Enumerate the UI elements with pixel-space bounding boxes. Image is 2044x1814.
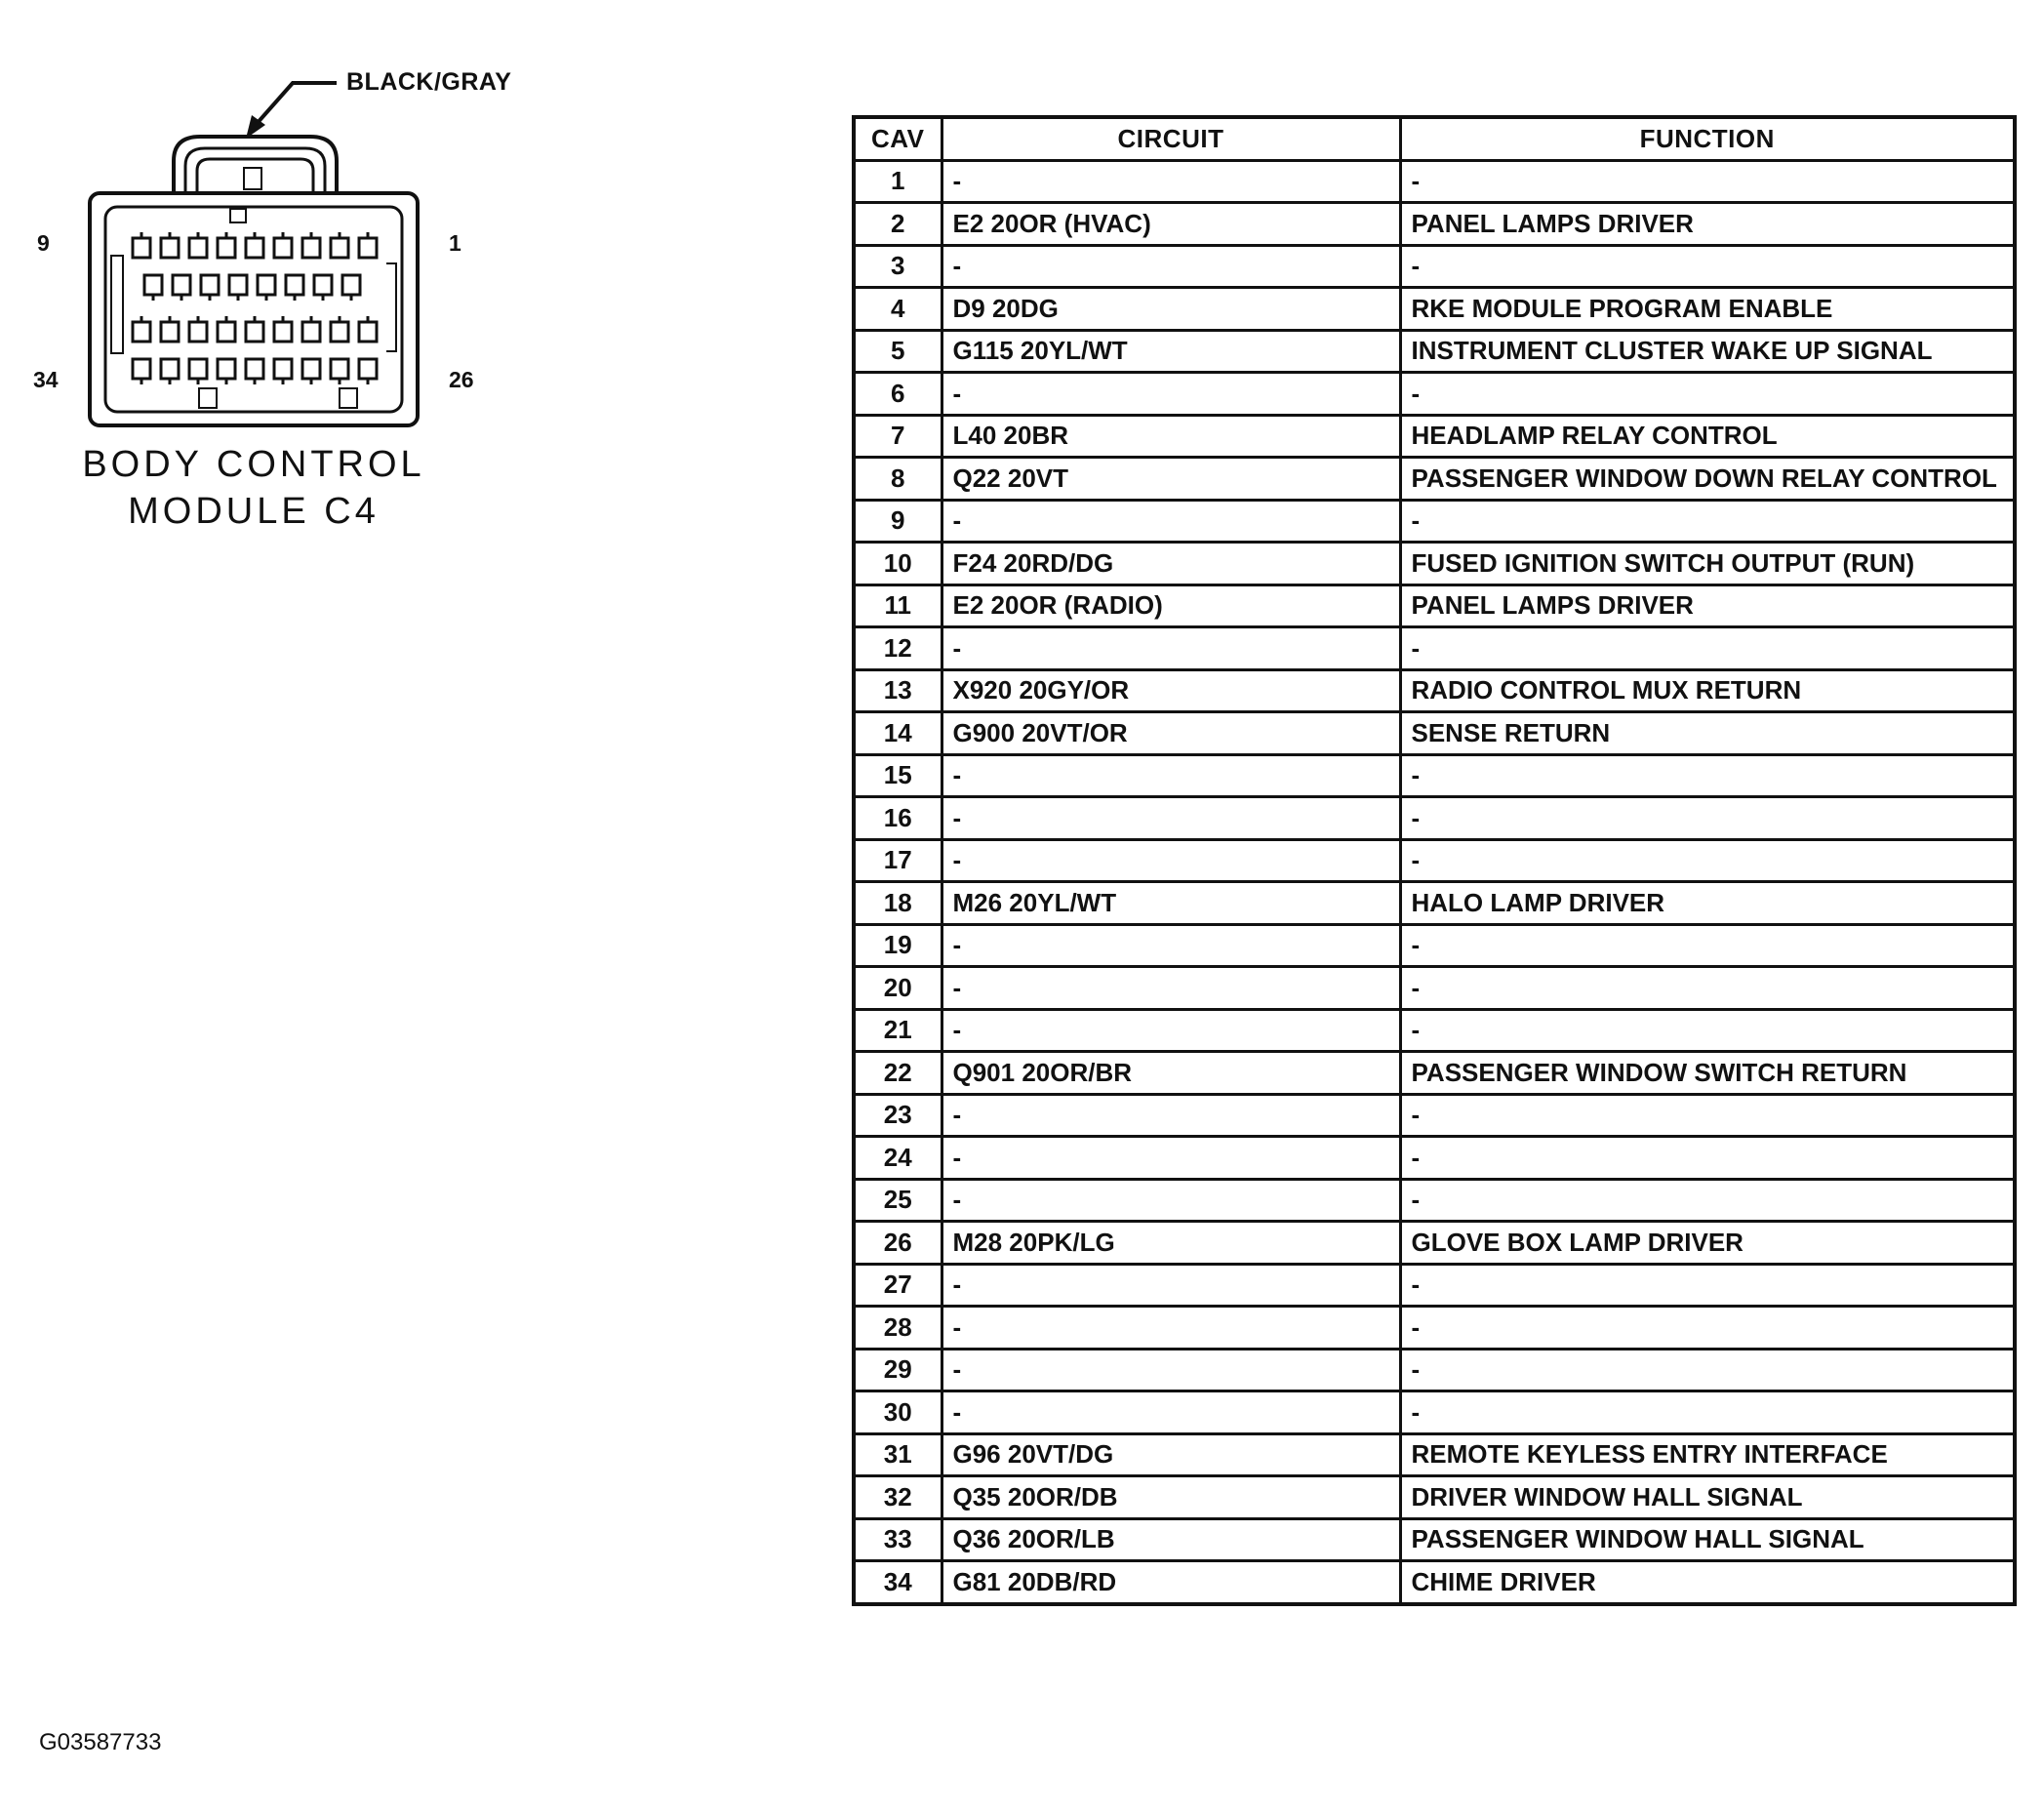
- cav-cell: 14: [854, 712, 942, 755]
- cav-cell: 23: [854, 1094, 942, 1137]
- table-row: [854, 627, 2015, 670]
- function-cell: -: [1400, 160, 2015, 203]
- function-cell: -: [1400, 627, 2015, 670]
- table-row: [854, 1179, 2015, 1222]
- table-row: [854, 203, 2015, 246]
- cav-cell: 9: [854, 500, 942, 543]
- table-row: [854, 1433, 2015, 1476]
- cav-cell: 11: [854, 585, 942, 627]
- function-cell: REMOTE KEYLESS ENTRY INTERFACE: [1400, 1433, 2015, 1476]
- circuit-cell: G96 20VT/DG: [942, 1433, 1400, 1476]
- module-title: [39, 441, 468, 535]
- terminal-cavity: [246, 359, 263, 379]
- function-cell: HEADLAMP RELAY CONTROL: [1400, 415, 2015, 458]
- circuit-cell: E2 20OR (RADIO): [942, 585, 1400, 627]
- table-row: [854, 288, 2015, 331]
- function-cell: HALO LAMP DRIVER: [1400, 882, 2015, 925]
- function-cell: -: [1400, 1009, 2015, 1052]
- terminal-cavity: [331, 238, 348, 258]
- circuit-cell: -: [942, 1391, 1400, 1434]
- table-row: [854, 924, 2015, 967]
- function-cell: INSTRUMENT CLUSTER WAKE UP SIGNAL: [1400, 330, 2015, 373]
- pin-label-bottom-left: 34: [33, 367, 59, 392]
- function-cell: -: [1400, 1264, 2015, 1307]
- circuit-cell: G900 20VT/OR: [942, 712, 1400, 755]
- table-row: [854, 543, 2015, 585]
- terminal-cavity: [161, 322, 179, 342]
- function-cell: -: [1400, 1179, 2015, 1222]
- pin-label-top-right: 1: [449, 230, 461, 256]
- connector-diagram: [0, 0, 683, 585]
- circuit-cell: M28 20PK/LG: [942, 1222, 1400, 1265]
- function-cell: -: [1400, 1349, 2015, 1391]
- pinout-table: [852, 115, 2017, 1606]
- table-row: [854, 754, 2015, 797]
- table-row: [854, 1137, 2015, 1180]
- cav-cell: 7: [854, 415, 942, 458]
- table-row: [854, 373, 2015, 416]
- table-row: [854, 1052, 2015, 1095]
- terminal-cavity: [189, 238, 207, 258]
- cav-cell: 17: [854, 839, 942, 882]
- table-row: [854, 1307, 2015, 1350]
- cav-cell: 22: [854, 1052, 942, 1095]
- function-cell: -: [1400, 797, 2015, 840]
- table-row: [854, 458, 2015, 501]
- terminal-cavity: [246, 238, 263, 258]
- table-row: [854, 500, 2015, 543]
- cav-cell: 12: [854, 627, 942, 670]
- table-row: [854, 330, 2015, 373]
- function-cell: FUSED IGNITION SWITCH OUTPUT (RUN): [1400, 543, 2015, 585]
- terminal-cavity: [258, 275, 275, 295]
- circuit-cell: -: [942, 754, 1400, 797]
- terminal-cavity: [274, 322, 292, 342]
- circuit-cell: -: [942, 500, 1400, 543]
- circuit-cell: -: [942, 1307, 1400, 1350]
- function-cell: SENSE RETURN: [1400, 712, 2015, 755]
- table-row: [854, 160, 2015, 203]
- header-cav: CAV: [854, 117, 942, 160]
- terminal-cavity: [286, 275, 303, 295]
- cav-cell: 29: [854, 1349, 942, 1391]
- table-row: [854, 1094, 2015, 1137]
- cav-cell: 5: [854, 330, 942, 373]
- header-circuit: CIRCUIT: [942, 117, 1400, 160]
- function-cell: -: [1400, 1391, 2015, 1434]
- table-row: [854, 1476, 2015, 1519]
- table-row: [854, 967, 2015, 1010]
- cav-cell: 8: [854, 458, 942, 501]
- table-row: [854, 245, 2015, 288]
- circuit-cell: Q22 20VT: [942, 458, 1400, 501]
- table-row: [854, 669, 2015, 712]
- terminal-cavity: [173, 275, 190, 295]
- circuit-cell: -: [942, 1264, 1400, 1307]
- table-row: [854, 882, 2015, 925]
- terminal-cavity: [133, 359, 150, 379]
- table-row: [854, 585, 2015, 627]
- cav-cell: 10: [854, 543, 942, 585]
- terminal-cavity: [302, 322, 320, 342]
- cav-cell: 15: [854, 754, 942, 797]
- cav-cell: 3: [854, 245, 942, 288]
- cav-cell: 33: [854, 1518, 942, 1561]
- terminal-cavity: [359, 238, 377, 258]
- cav-cell: 31: [854, 1433, 942, 1476]
- terminal-cavity: [218, 322, 235, 342]
- function-cell: GLOVE BOX LAMP DRIVER: [1400, 1222, 2015, 1265]
- circuit-cell: E2 20OR (HVAC): [942, 203, 1400, 246]
- terminal-cavity: [201, 275, 219, 295]
- cav-cell: 25: [854, 1179, 942, 1222]
- terminal-cavity: [274, 238, 292, 258]
- terminal-cavity: [144, 275, 162, 295]
- function-cell: RADIO CONTROL MUX RETURN: [1400, 669, 2015, 712]
- function-cell: -: [1400, 967, 2015, 1010]
- table-row: [854, 797, 2015, 840]
- function-cell: PASSENGER WINDOW DOWN RELAY CONTROL: [1400, 458, 2015, 501]
- cav-cell: 16: [854, 797, 942, 840]
- circuit-cell: X920 20GY/OR: [942, 669, 1400, 712]
- pin-label-bottom-right: 26: [449, 367, 474, 392]
- cav-cell: 28: [854, 1307, 942, 1350]
- cav-cell: 32: [854, 1476, 942, 1519]
- function-cell: -: [1400, 1137, 2015, 1180]
- cav-cell: 1: [854, 160, 942, 203]
- table-row: [854, 1561, 2015, 1604]
- table-row: [854, 1518, 2015, 1561]
- circuit-cell: -: [942, 839, 1400, 882]
- terminal-cavity: [302, 238, 320, 258]
- cav-cell: 30: [854, 1391, 942, 1434]
- terminal-cavity: [359, 359, 377, 379]
- circuit-cell: G115 20YL/WT: [942, 330, 1400, 373]
- connector-body: [90, 193, 418, 425]
- module-title-line1: BODY CONTROL: [82, 444, 425, 485]
- circuit-cell: G81 20DB/RD: [942, 1561, 1400, 1604]
- cav-cell: 19: [854, 924, 942, 967]
- terminal-cavity: [342, 275, 360, 295]
- header-function: FUNCTION: [1400, 117, 2015, 160]
- module-title-line2: MODULE C4: [128, 491, 380, 532]
- circuit-cell: Q36 20OR/LB: [942, 1518, 1400, 1561]
- function-cell: PASSENGER WINDOW SWITCH RETURN: [1400, 1052, 2015, 1095]
- function-cell: PANEL LAMPS DRIVER: [1400, 203, 2015, 246]
- function-cell: -: [1400, 1307, 2015, 1350]
- function-cell: -: [1400, 245, 2015, 288]
- cav-cell: 4: [854, 288, 942, 331]
- table-header-row: [854, 117, 2015, 160]
- terminal-cavity: [161, 238, 179, 258]
- function-cell: RKE MODULE PROGRAM ENABLE: [1400, 288, 2015, 331]
- function-cell: -: [1400, 1094, 2015, 1137]
- circuit-cell: -: [942, 160, 1400, 203]
- cav-cell: 24: [854, 1137, 942, 1180]
- table-row: [854, 712, 2015, 755]
- table-row: [854, 839, 2015, 882]
- function-cell: -: [1400, 839, 2015, 882]
- terminal-cavity: [314, 275, 332, 295]
- cav-cell: 26: [854, 1222, 942, 1265]
- circuit-cell: -: [942, 1349, 1400, 1391]
- terminal-cavity: [246, 322, 263, 342]
- cav-cell: 6: [854, 373, 942, 416]
- table-row: [854, 1349, 2015, 1391]
- cav-cell: 20: [854, 967, 942, 1010]
- cav-cell: 34: [854, 1561, 942, 1604]
- cav-cell: 2: [854, 203, 942, 246]
- circuit-cell: -: [942, 1137, 1400, 1180]
- table-row: [854, 1391, 2015, 1434]
- circuit-cell: -: [942, 967, 1400, 1010]
- terminal-cavity: [229, 275, 247, 295]
- table-row: [854, 1222, 2015, 1265]
- table-row: [854, 1009, 2015, 1052]
- terminal-cavity: [359, 322, 377, 342]
- function-cell: -: [1400, 373, 2015, 416]
- connector-color-label: BLACK/GRAY: [346, 68, 512, 96]
- pin-label-top-left: 9: [37, 230, 50, 256]
- terminal-cavity: [218, 238, 235, 258]
- circuit-cell: D9 20DG: [942, 288, 1400, 331]
- circuit-cell: -: [942, 1009, 1400, 1052]
- circuit-cell: -: [942, 797, 1400, 840]
- leader-line: [256, 83, 337, 125]
- function-cell: PANEL LAMPS DRIVER: [1400, 585, 2015, 627]
- terminal-cavity: [189, 322, 207, 342]
- function-cell: -: [1400, 924, 2015, 967]
- cav-cell: 21: [854, 1009, 942, 1052]
- circuit-cell: -: [942, 627, 1400, 670]
- circuit-cell: L40 20BR: [942, 415, 1400, 458]
- circuit-cell: Q35 20OR/DB: [942, 1476, 1400, 1519]
- circuit-cell: -: [942, 373, 1400, 416]
- circuit-cell: -: [942, 245, 1400, 288]
- terminal-cavity: [302, 359, 320, 379]
- function-cell: -: [1400, 500, 2015, 543]
- circuit-cell: -: [942, 924, 1400, 967]
- table-row: [854, 1264, 2015, 1307]
- cav-cell: 13: [854, 669, 942, 712]
- circuit-cell: -: [942, 1179, 1400, 1222]
- terminal-cavity: [331, 322, 348, 342]
- cav-cell: 27: [854, 1264, 942, 1307]
- terminal-cavity: [218, 359, 235, 379]
- function-cell: CHIME DRIVER: [1400, 1561, 2015, 1604]
- function-cell: DRIVER WINDOW HALL SIGNAL: [1400, 1476, 2015, 1519]
- circuit-cell: M26 20YL/WT: [942, 882, 1400, 925]
- circuit-cell: F24 20RD/DG: [942, 543, 1400, 585]
- function-cell: -: [1400, 754, 2015, 797]
- circuit-cell: Q901 20OR/BR: [942, 1052, 1400, 1095]
- table-row: [854, 415, 2015, 458]
- terminal-cavity: [161, 359, 179, 379]
- function-cell: PASSENGER WINDOW HALL SIGNAL: [1400, 1518, 2015, 1561]
- terminal-cavity: [274, 359, 292, 379]
- terminal-cavity: [331, 359, 348, 379]
- figure-id: G03587733: [39, 1729, 162, 1755]
- circuit-cell: -: [942, 1094, 1400, 1137]
- terminal-cavity: [189, 359, 207, 379]
- terminal-cavity: [133, 322, 150, 342]
- cav-cell: 18: [854, 882, 942, 925]
- terminal-cavity: [133, 238, 150, 258]
